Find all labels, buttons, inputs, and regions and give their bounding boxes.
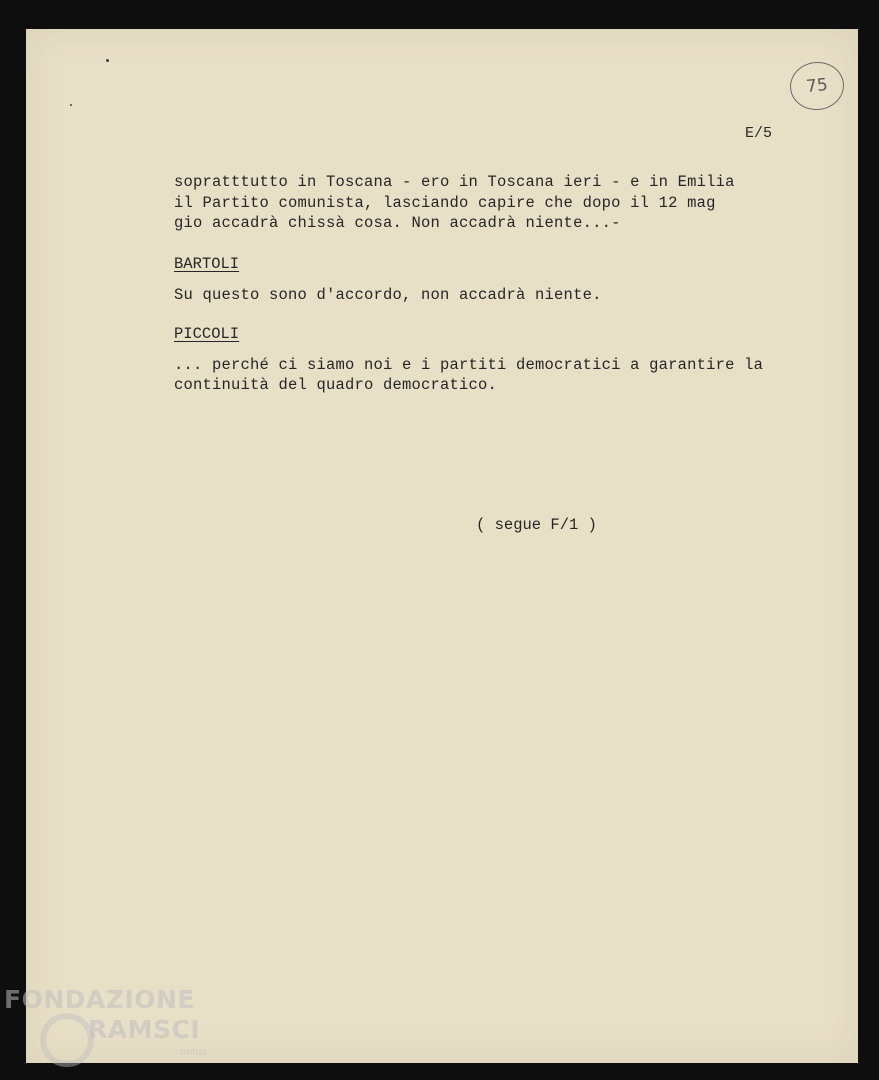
text-line: sopratttutto in Toscana - ero in Toscana ieri - e in Emilia: [174, 173, 735, 191]
text-line: il Partito comunista, lasciando capire che dopo il 12 mag: [174, 194, 716, 212]
continuation-note: ( segue F/1 ): [476, 516, 597, 534]
speaker-name: PICCOLI: [174, 325, 240, 343]
document-reference: E/5: [745, 125, 773, 142]
watermark-line: RAMSCI: [88, 1015, 201, 1044]
paper-speck: [106, 59, 109, 62]
speech-line: ... perché ci siamo noi e i partiti democratici a garantire la: [174, 356, 764, 374]
speech-line: Su questo sono d'accordo, non accadrà niente.: [174, 286, 602, 304]
paper-speck: [70, 104, 72, 106]
speaker-name: BARTOLI: [174, 255, 240, 273]
watermark-g-logo-icon: [40, 1013, 94, 1067]
text-line: gio accadrà chissà cosa. Non accadrà niente...-: [174, 214, 621, 232]
fondazione-gramsci-watermark: [4, 985, 224, 1075]
watermark-line: onlus: [180, 1047, 207, 1058]
speech-line: continuità del quadro democratico.: [174, 376, 498, 394]
handwritten-page-number: 75: [788, 59, 847, 112]
watermark-line: FONDAZIONE: [4, 985, 196, 1014]
